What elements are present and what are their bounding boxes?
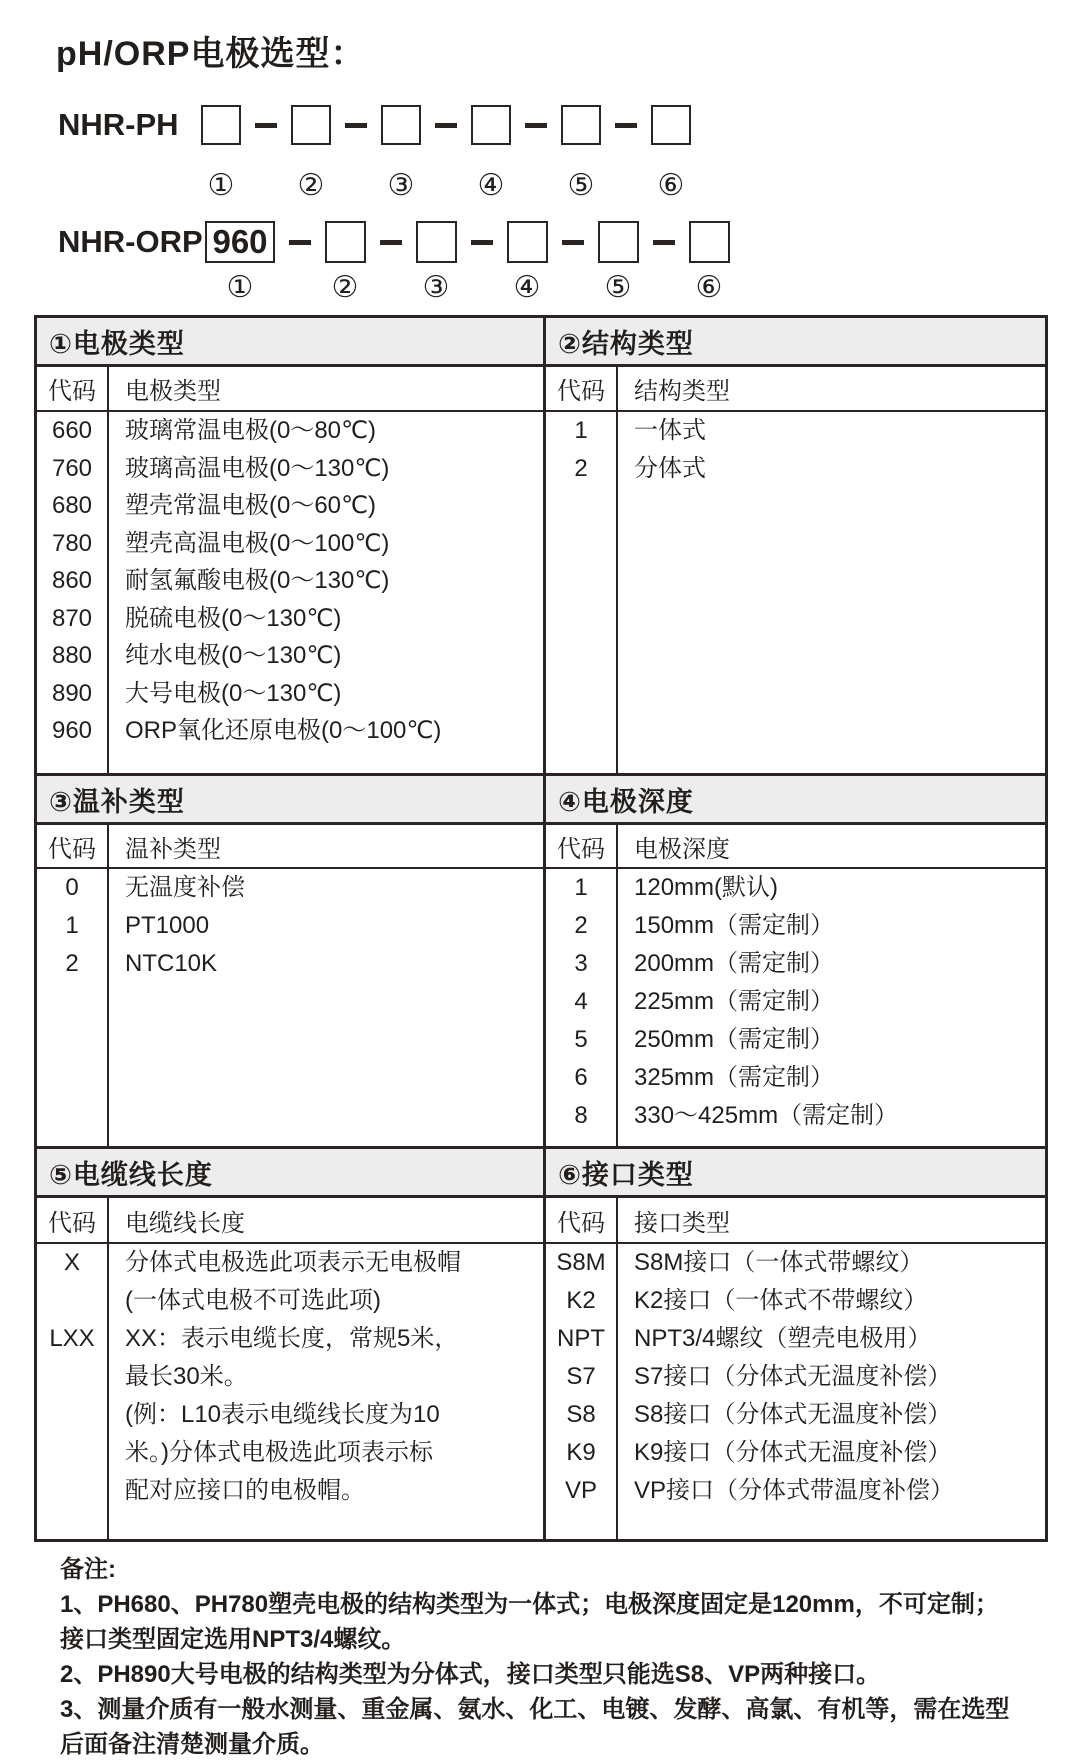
value-column-header: 电极类型 — [125, 378, 221, 405]
value-column — [618, 412, 1045, 773]
code-cell: NPT — [557, 1325, 605, 1352]
band-electrode-depth — [546, 776, 1045, 1146]
code-column — [546, 869, 618, 1146]
circled-number: ⑥ — [657, 169, 685, 202]
value-cell: 200mm（需定制） — [634, 950, 835, 977]
code-cell: VP — [564, 1477, 597, 1504]
model-digit-box-1 — [201, 105, 241, 145]
code-cell — [37, 1472, 107, 1510]
value-cell: 330～425mm（需定制） — [634, 1102, 899, 1129]
value-cell: 225mm（需定制） — [634, 988, 835, 1015]
column-headers — [37, 367, 543, 412]
code-cell: 6 — [574, 1064, 588, 1091]
code-cell: 1 — [574, 417, 588, 444]
dash-separator — [615, 123, 637, 128]
model-digit-box-2 — [291, 105, 331, 145]
code-cell: 860 — [51, 567, 93, 594]
code-cell: 2 — [574, 454, 588, 482]
column-headers — [37, 1198, 543, 1244]
value-cell: PT1000 — [125, 912, 210, 939]
code-cell: 5 — [574, 1026, 588, 1053]
data-rows — [37, 412, 543, 773]
value-cell: 无温度补偿 — [125, 874, 245, 901]
dash-separator — [562, 240, 584, 245]
value-cell: 配对应接口的电极帽。 — [125, 1477, 365, 1504]
value-column — [618, 1244, 1045, 1539]
code-cell: 760 — [51, 454, 93, 482]
value-cell: S8接口（分体式无温度补偿） — [634, 1401, 952, 1428]
code-cell: 960 — [51, 717, 93, 744]
code-column — [546, 1244, 618, 1539]
code-cell: 8 — [574, 1102, 588, 1129]
value-cell: 纯水电极(0～130℃) — [125, 642, 342, 669]
data-rows — [546, 412, 1045, 773]
code-cell: LXX — [49, 1325, 95, 1352]
band-tempcomp-type — [37, 776, 546, 1146]
circled-number: ② — [331, 271, 359, 304]
value-column-header: 温补类型 — [125, 835, 221, 863]
code-cell: 1 — [65, 912, 79, 939]
section-header: ②结构类型 — [546, 318, 1045, 367]
code-cell: 3 — [574, 950, 588, 977]
value-cell: ORP氧化还原电极(0～100℃) — [125, 717, 442, 744]
value-cell: K2接口（一体式不带螺纹） — [634, 1287, 928, 1314]
code-column — [37, 412, 109, 773]
code-cell: 0 — [65, 874, 79, 901]
section-header: ④电极深度 — [546, 776, 1045, 825]
selection-table — [34, 315, 1048, 1542]
model-digit-box-6 — [689, 221, 730, 263]
code-column-header: 代码 — [37, 825, 109, 867]
note-line: 后面备注清楚测量介质。 — [60, 1731, 324, 1758]
code-cell: 880 — [51, 642, 93, 669]
data-rows — [37, 869, 543, 1146]
value-column-header: 电缆线长度 — [125, 1209, 245, 1237]
circled-number: ③ — [387, 169, 415, 202]
value-cell: NPT3/4螺纹（塑壳电极用） — [634, 1325, 932, 1352]
value-column-header: 电极深度 — [634, 835, 730, 863]
circled-number: ② — [297, 169, 325, 202]
model-digit-box-3 — [416, 221, 457, 263]
code-cell: 2 — [65, 950, 79, 977]
model-label-orp: NHR-ORP — [58, 224, 203, 259]
dash-separator — [653, 240, 675, 245]
band-structure-type — [546, 318, 1045, 773]
code-cell — [37, 1434, 107, 1472]
code-cell: S8 — [566, 1401, 596, 1428]
value-cell: 米。)分体式电极选此项表示标 — [125, 1439, 433, 1466]
model-digit-box-3 — [381, 105, 421, 145]
circled-number: ④ — [513, 271, 541, 304]
circled-number: ③ — [422, 271, 450, 304]
model-digit-box-2 — [325, 221, 366, 263]
code-cell: K9 — [566, 1439, 596, 1466]
value-cell: K9接口（分体式无温度补偿） — [634, 1439, 952, 1466]
code-cell: 660 — [51, 417, 93, 444]
value-cell: 325mm（需定制） — [634, 1064, 835, 1091]
value-cell: 大号电极(0～130℃) — [125, 679, 342, 707]
dash-separator — [345, 123, 367, 128]
dash-separator — [435, 123, 457, 128]
model-digit-box-6 — [651, 105, 691, 145]
model-digit-box-5 — [561, 105, 601, 145]
data-rows — [546, 869, 1045, 1146]
value-cell: S8M接口（一体式带螺纹） — [634, 1249, 924, 1276]
column-headers — [37, 825, 543, 869]
value-cell: XX：表示电缆长度，常规5米， — [125, 1325, 459, 1352]
value-cell: 脱硫电极(0～130℃) — [125, 604, 342, 632]
code-column — [546, 412, 618, 773]
dash-separator — [525, 123, 547, 128]
note-line: 1、PH680、PH780塑壳电极的结构类型为一体式；电极深度固定是120mm，不可定制； — [60, 1591, 999, 1618]
circled-number: ⑤ — [604, 271, 632, 304]
circled-number: ⑥ — [695, 271, 723, 304]
notes-heading: 备注: — [60, 1556, 116, 1583]
code-cell: 890 — [51, 679, 93, 707]
dash-separator — [471, 240, 493, 245]
code-column — [37, 869, 109, 1146]
data-rows — [546, 1244, 1045, 1539]
model-code-row-ph — [58, 102, 691, 148]
code-cell: X — [63, 1249, 80, 1276]
code-cell: 780 — [51, 529, 93, 557]
dash-separator — [289, 240, 311, 245]
value-cell: 一体式 — [634, 417, 706, 444]
code-cell: 870 — [51, 604, 93, 632]
model-digit-box-1: 960 — [205, 221, 275, 263]
column-headers — [546, 367, 1045, 412]
code-cell: 1 — [574, 874, 588, 901]
section-tempcomp-depth — [37, 773, 1045, 1146]
column-headers — [546, 1198, 1045, 1244]
model-label-ph: NHR-PH — [58, 107, 179, 142]
value-cell: 分体式电极选此项表示无电极帽 — [125, 1249, 461, 1276]
circled-number: ④ — [477, 169, 505, 202]
code-column-header: 代码 — [37, 367, 109, 410]
value-cell: 耐氢氟酸电极(0～130℃) — [125, 567, 390, 594]
column-headers — [546, 825, 1045, 869]
value-cell: VP接口（分体式带温度补偿） — [634, 1477, 955, 1504]
value-column — [109, 412, 543, 773]
value-column — [618, 869, 1045, 1146]
code-cell: 2 — [574, 912, 588, 939]
note-line: 3、测量介质有一般水测量、重金属、氨水、化工、电镀、发酵、高氯、有机等，需在选型 — [60, 1696, 1010, 1723]
code-cell — [37, 1282, 107, 1320]
band-cable-length — [37, 1149, 546, 1539]
value-column — [109, 869, 543, 1146]
code-cell: S7 — [566, 1363, 596, 1390]
value-cell: 塑壳常温电极(0～60℃) — [125, 492, 376, 519]
section-header: ⑥接口类型 — [546, 1149, 1045, 1198]
value-cell: (例：L10表示电缆线长度为10 — [125, 1401, 440, 1428]
code-cell — [37, 1396, 107, 1434]
section-header: ③温补类型 — [37, 776, 543, 825]
model-digit-box-4 — [507, 221, 548, 263]
data-rows — [37, 1244, 543, 1539]
value-cell: 150mm（需定制） — [634, 912, 835, 939]
value-cell: 玻璃常温电极(0～80℃) — [125, 417, 376, 444]
circled-number: ① — [207, 169, 235, 202]
note-line: 2、PH890大号电极的结构类型为分体式，接口类型只能选S8、VP两种接口。 — [60, 1661, 881, 1688]
code-cell: K2 — [566, 1287, 596, 1314]
code-column-header: 代码 — [546, 825, 618, 867]
code-cell: S8M — [556, 1249, 606, 1276]
circled-number: ① — [226, 271, 254, 304]
value-cell: S7接口（分体式无温度补偿） — [634, 1363, 952, 1390]
value-cell: (一体式电极不可选此项) — [125, 1287, 381, 1314]
dash-separator — [380, 240, 402, 245]
section-electrode-structure — [37, 318, 1045, 773]
page-title: pH/ORP电极选型： — [56, 35, 366, 73]
model-digit-box-5 — [598, 221, 639, 263]
code-column — [37, 1244, 109, 1539]
notes-block — [60, 1552, 1060, 1762]
model-code-row-orp — [58, 219, 730, 265]
dash-separator — [255, 123, 277, 128]
code-column-header: 代码 — [37, 1198, 109, 1242]
section-cable-interface — [37, 1146, 1045, 1539]
value-cell: 分体式 — [634, 454, 706, 482]
code-cell — [37, 1358, 107, 1396]
code-cell: 4 — [574, 988, 588, 1015]
value-column-header: 接口类型 — [634, 1209, 730, 1237]
value-cell: 250mm（需定制） — [634, 1026, 835, 1053]
value-cell: 塑壳高温电极(0～100℃) — [125, 529, 390, 557]
note-line: 接口类型固定选用NPT3/4螺纹。 — [60, 1626, 406, 1653]
value-cell: 玻璃高温电极(0～130℃) — [125, 454, 390, 482]
value-cell: 120mm(默认) — [634, 874, 779, 901]
value-column-header: 结构类型 — [634, 378, 730, 405]
band-interface-type — [546, 1149, 1045, 1539]
model-digit-box-4 — [471, 105, 511, 145]
section-header: ⑤电缆线长度 — [37, 1149, 543, 1198]
value-cell: 最长30米。 — [125, 1363, 248, 1390]
code-cell: 680 — [51, 492, 93, 519]
band-electrode-type — [37, 318, 546, 773]
value-cell: NTC10K — [125, 950, 218, 977]
circled-number: ⑤ — [567, 169, 595, 202]
code-column-header: 代码 — [546, 1198, 618, 1242]
code-column-header: 代码 — [546, 367, 618, 410]
value-column — [109, 1244, 543, 1539]
section-header: ①电极类型 — [37, 318, 543, 367]
